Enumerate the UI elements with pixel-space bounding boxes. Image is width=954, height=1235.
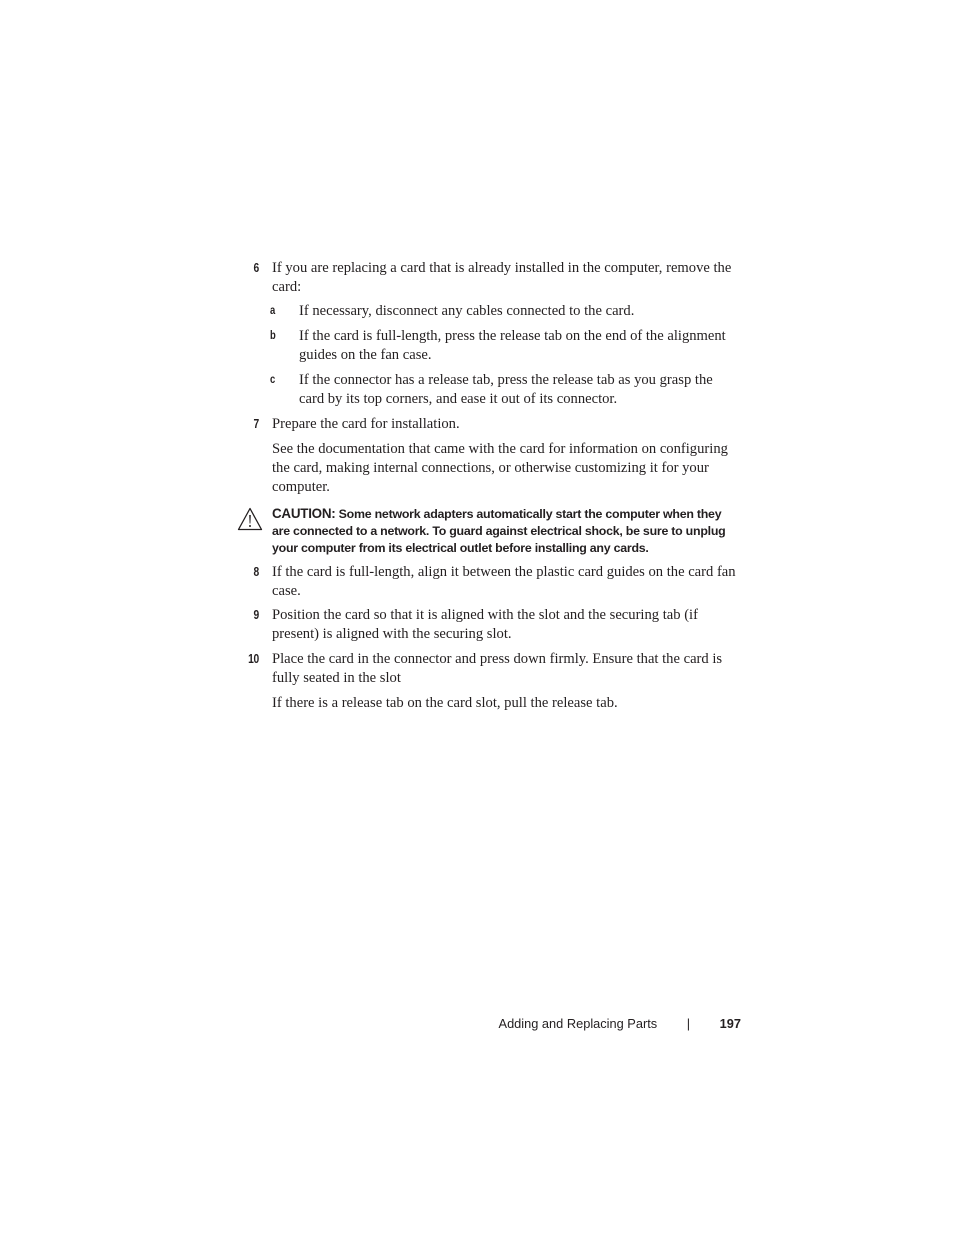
step-text: If you are replacing a card that is already installed in the computer, remove the card: (272, 260, 732, 295)
step-number: 8 (253, 565, 259, 579)
step-number: 10 (248, 652, 259, 666)
page-number: 197 (719, 1016, 741, 1031)
step-text: Position the card so that it is aligned with the slot and the securing tab (if present) is aligned with the securing slot. (272, 607, 698, 642)
step-text: Place the card in the connector and press down firmly. Ensure that the card is fully seated in the slot (272, 651, 723, 686)
substep-letter: b (270, 330, 276, 342)
step-number: 9 (253, 608, 259, 622)
caution-text: Some network adapters automatically start the computer when they are connected to a network. To guard against electrical shock, be sure to unplug your computer from its electrical outlet before installing any cards. (272, 507, 726, 555)
substep-text: If necessary, disconnect any cables connected to the card. (299, 303, 635, 319)
footer-separator: | (686, 1016, 691, 1031)
substep-text: If the card is full-length, press the release tab on the end of the alignment guides on the fan case. (299, 328, 726, 363)
step-7-note: See the documentation that came with the card for information on configuring the card, making internal connections, or otherwise customizing it for your computer. (272, 441, 728, 495)
warning-triangle-icon (237, 507, 263, 531)
step-10-note: If there is a release tab on the card slot, pull the release tab. (272, 695, 618, 711)
step-number: 6 (253, 261, 259, 275)
step-text: If the card is full-length, align it between the plastic card guides on the card fan case. (272, 564, 736, 599)
substep-letter: c (270, 374, 276, 386)
step-number: 7 (253, 417, 259, 431)
substep-text: If the connector has a release tab, press the release tab as you grasp the card by its top corners, and ease it out of its connector. (299, 372, 713, 407)
footer-section-title: Adding and Replacing Parts (498, 1016, 658, 1031)
caution-label: CAUTION: (272, 506, 336, 521)
caution-notice (272, 505, 740, 557)
step-text: Prepare the card for installation. (272, 416, 460, 432)
page-footer (499, 1014, 741, 1034)
substep-letter: a (270, 305, 276, 317)
